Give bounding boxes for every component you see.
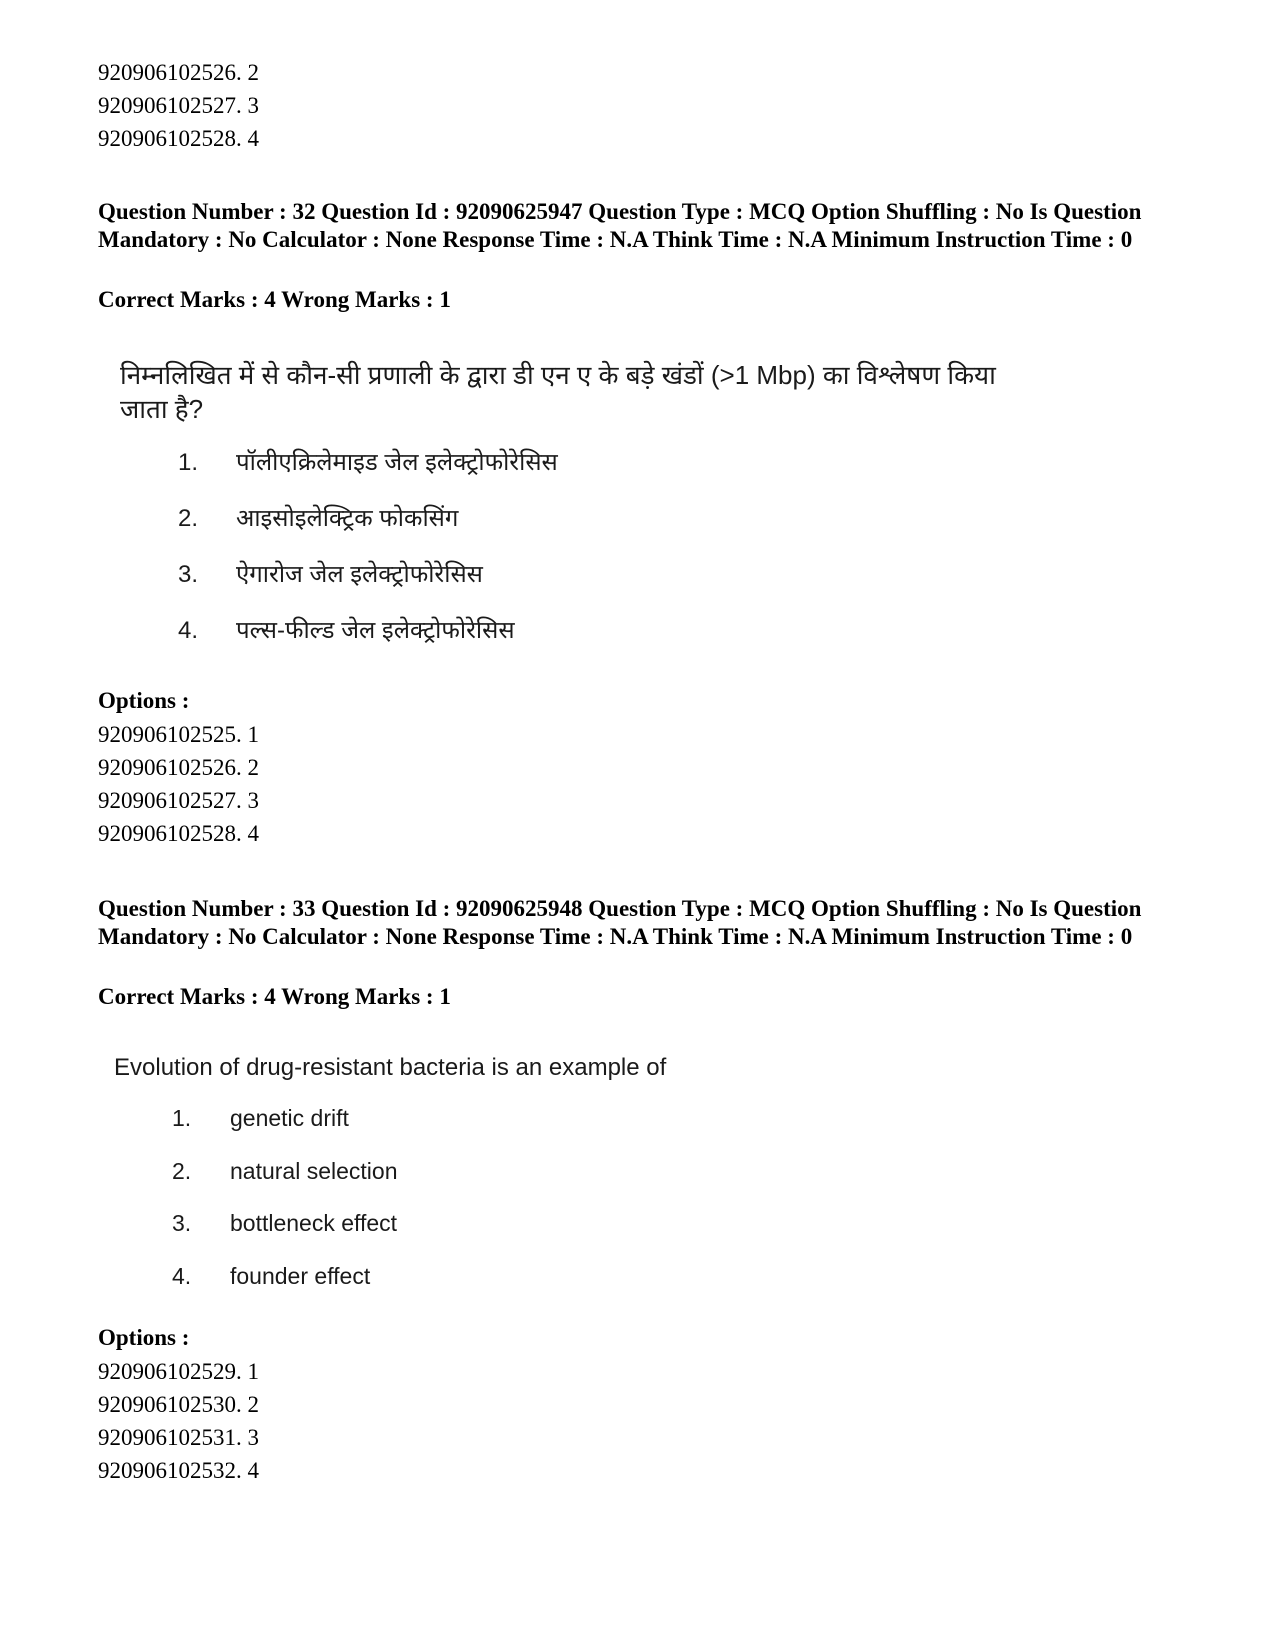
question-stem: Evolution of drug-resistant bacteria is an example of xyxy=(114,1054,667,1081)
choice-item xyxy=(178,560,483,590)
options-heading: Options : xyxy=(98,1325,190,1350)
option-value: 3 xyxy=(247,1425,259,1450)
option-value: 2 xyxy=(247,60,259,85)
option-id: 920906102529. xyxy=(98,1359,242,1384)
choice-number: 1. xyxy=(178,449,199,476)
choice-item xyxy=(172,1103,349,1133)
option-line xyxy=(98,755,259,781)
option-line xyxy=(98,60,259,86)
choice-number: 3. xyxy=(172,1210,192,1236)
option-id: 920906102525. xyxy=(98,722,242,747)
choice-number: 2. xyxy=(178,505,199,532)
option-id: 920906102527. xyxy=(98,93,242,118)
choice-item xyxy=(172,1261,370,1291)
option-id: 920906102526. xyxy=(98,755,242,780)
choice-text: पल्स-फील्ड जेल इलेक्ट्रोफोरेसिस xyxy=(236,617,515,644)
question-marks: Correct Marks : 4 Wrong Marks : 1 xyxy=(98,984,451,1009)
question-marks: Correct Marks : 4 Wrong Marks : 1 xyxy=(98,287,451,312)
option-id: 920906102528. xyxy=(98,126,242,151)
question-meta: Question Number : 33 Question Id : 92090625948 Question Type : MCQ Option Shuffling : No Is Question Mandatory : No Calculator : None Response Time : N.A Think Time : N.A Minimum Instruction Time : 0 xyxy=(98,896,1142,949)
option-value: 2 xyxy=(247,755,259,780)
choice-number: 1. xyxy=(172,1105,192,1131)
option-id: 920906102526. xyxy=(98,60,242,85)
option-line xyxy=(98,821,259,847)
choice-text: bottleneck effect xyxy=(230,1210,398,1236)
choice-text: natural selection xyxy=(230,1158,398,1184)
option-id: 920906102530. xyxy=(98,1392,242,1417)
option-line xyxy=(98,126,259,152)
choice-item xyxy=(178,616,515,646)
choice-text: पॉलीएक्रिलेमाइड जेल इलेक्ट्रोफोरेसिस xyxy=(236,449,558,476)
option-id: 920906102527. xyxy=(98,788,242,813)
option-value: 2 xyxy=(247,1392,259,1417)
option-id: 920906102532. xyxy=(98,1458,242,1483)
choice-text: genetic drift xyxy=(230,1105,349,1131)
choice-number: 4. xyxy=(178,617,199,644)
option-value: 3 xyxy=(247,788,259,813)
choice-number: 3. xyxy=(178,561,199,588)
option-line xyxy=(98,1458,259,1484)
option-value: 1 xyxy=(247,1359,259,1384)
option-line xyxy=(98,788,259,814)
option-id: 920906102528. xyxy=(98,821,242,846)
choice-item xyxy=(178,448,558,478)
option-value: 4 xyxy=(247,126,259,151)
choice-text: ऐगारोज जेल इलेक्ट्रोफोरेसिस xyxy=(236,561,483,588)
choice-item xyxy=(178,504,458,534)
option-line xyxy=(98,1359,259,1385)
option-line xyxy=(98,722,259,748)
option-line xyxy=(98,93,259,119)
option-value: 4 xyxy=(247,1458,259,1483)
choice-text: founder effect xyxy=(230,1263,371,1289)
options-heading: Options : xyxy=(98,688,190,713)
option-value: 4 xyxy=(247,821,259,846)
question-image xyxy=(120,358,1020,668)
choice-item xyxy=(172,1208,397,1238)
option-line xyxy=(98,1425,259,1451)
question-stem: जाता है? xyxy=(120,394,204,424)
question-image xyxy=(114,1051,1014,1311)
option-value: 3 xyxy=(247,93,259,118)
option-value: 1 xyxy=(247,722,259,747)
choice-text: आइसोइलेक्ट्रिक फोकसिंग xyxy=(236,505,459,532)
option-id: 920906102531. xyxy=(98,1425,242,1450)
choice-number: 2. xyxy=(172,1158,192,1184)
question-stem: निम्नलिखित में से कौन-सी प्रणाली के द्वारा डी एन ए के बड़े खंडों (>1 Mbp) का विश्लेषण किया xyxy=(120,360,996,390)
choice-item xyxy=(172,1156,398,1186)
choice-number: 4. xyxy=(172,1263,192,1289)
question-meta: Question Number : 32 Question Id : 92090625947 Question Type : MCQ Option Shuffling : No Is Question Mandatory : No Calculator : None Response Time : N.A Think Time : N.A Minimum Instruction Time : 0 xyxy=(98,199,1142,252)
option-line xyxy=(98,1392,259,1418)
